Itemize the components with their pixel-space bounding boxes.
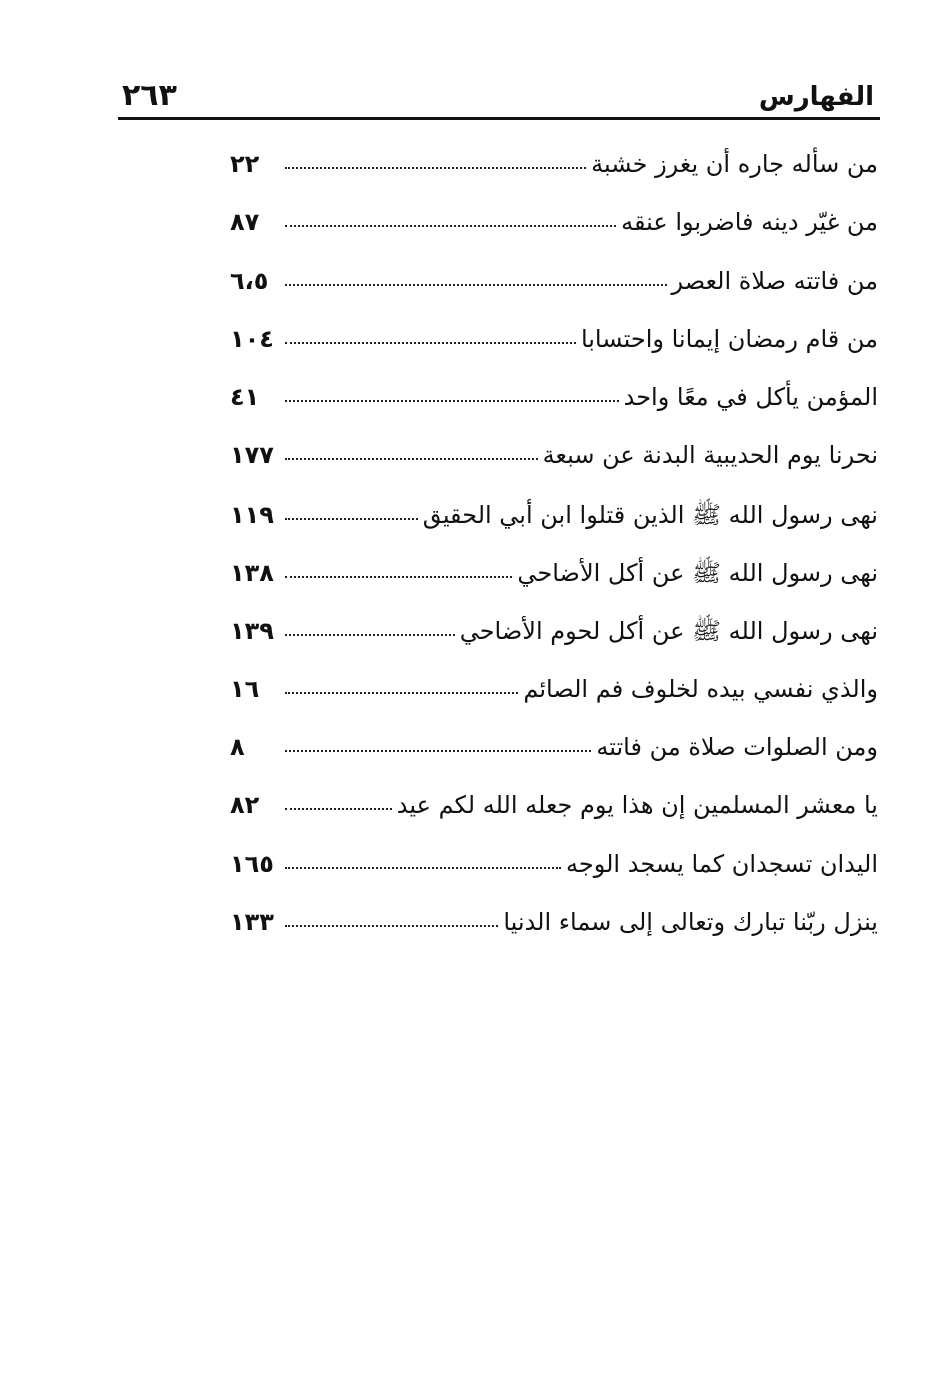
entry-text: المؤمن يأكل في معًا واحد — [623, 383, 878, 412]
entry-page-number: ٤١ — [230, 383, 260, 412]
entry-page-number: ٦،٥ — [230, 266, 269, 295]
entry-page-number: ١٦٥ — [230, 849, 274, 878]
dot-leader — [285, 807, 392, 810]
entry-page-number: ١١٩ — [230, 500, 274, 529]
index-entry — [230, 441, 878, 499]
entry-text: ينزل ربّنا تبارك وتعالى إلى سماء الدنيا — [503, 907, 878, 936]
entry-text: نهى رسول الله ﷺ الذين قتلوا ابن أبي الحقيق — [422, 500, 878, 529]
index-entry — [230, 500, 878, 558]
entry-text: من سأله جاره أن يغرز خشبة — [591, 150, 878, 178]
dot-leader — [285, 575, 512, 578]
entry-text: من فاتته صلاة العصر — [671, 266, 878, 295]
entry-text: يا معشر المسلمين إن هذا يوم جعله الله لكم عيد — [396, 791, 878, 820]
entry-text: والذي نفسي بيده لخلوف فم الصائم — [523, 674, 878, 703]
index-entry — [230, 267, 878, 325]
entry-page-number: ١٣٣ — [230, 907, 274, 936]
dot-leader — [285, 457, 538, 460]
page-number: ٢٦٣ — [122, 78, 177, 113]
entry-page-number: ١٣٩ — [230, 617, 274, 646]
index-entry — [230, 616, 878, 674]
dot-leader — [285, 517, 418, 520]
index-entry — [230, 675, 878, 733]
entry-page-number: ٨٢ — [230, 791, 260, 820]
index-list — [230, 150, 878, 966]
index-entry — [230, 383, 878, 441]
section-title: الفهارس — [758, 82, 874, 112]
dot-leader — [285, 283, 667, 286]
dot-leader — [285, 749, 591, 752]
entry-text: اليدان تسجدان كما يسجد الوجه — [566, 849, 878, 878]
dot-leader — [285, 924, 498, 927]
dot-leader — [285, 224, 616, 227]
header-divider — [118, 117, 880, 120]
entry-text: ومن الصلوات صلاة من فاتته — [596, 732, 878, 761]
entry-page-number: ١٧٧ — [230, 441, 274, 470]
entry-page-number: ٢٢ — [230, 150, 260, 178]
index-entry — [230, 850, 878, 908]
entry-text: نحرنا يوم الحديبية البدنة عن سبعة — [542, 441, 878, 470]
entry-text: نهى رسول الله ﷺ عن أكل لحوم الأضاحي — [459, 617, 878, 646]
dot-leader — [285, 866, 561, 869]
dot-leader — [285, 399, 619, 402]
index-entry — [230, 325, 878, 383]
index-entry — [230, 733, 878, 791]
entry-page-number: ٨ — [230, 732, 245, 761]
page-header — [118, 70, 880, 120]
entry-page-number: ١٦ — [230, 674, 260, 703]
dot-leader — [285, 691, 518, 694]
index-entry — [230, 791, 878, 849]
entry-page-number: ١٠٤ — [230, 324, 274, 353]
entry-page-number: ١٣٨ — [230, 559, 274, 588]
index-entry — [230, 558, 878, 616]
dot-leader — [285, 166, 586, 169]
index-entry — [230, 208, 878, 266]
index-entry — [230, 908, 878, 966]
entry-text: نهى رسول الله ﷺ عن أكل الأضاحي — [517, 559, 878, 588]
entry-text: من غيّر دينه فاضربوا عنقه — [621, 208, 878, 237]
dot-leader — [285, 341, 576, 344]
entry-page-number: ٨٧ — [230, 208, 260, 237]
dot-leader — [285, 633, 455, 636]
entry-text: من قام رمضان إيمانا واحتسابا — [580, 324, 878, 353]
index-entry — [230, 150, 878, 208]
